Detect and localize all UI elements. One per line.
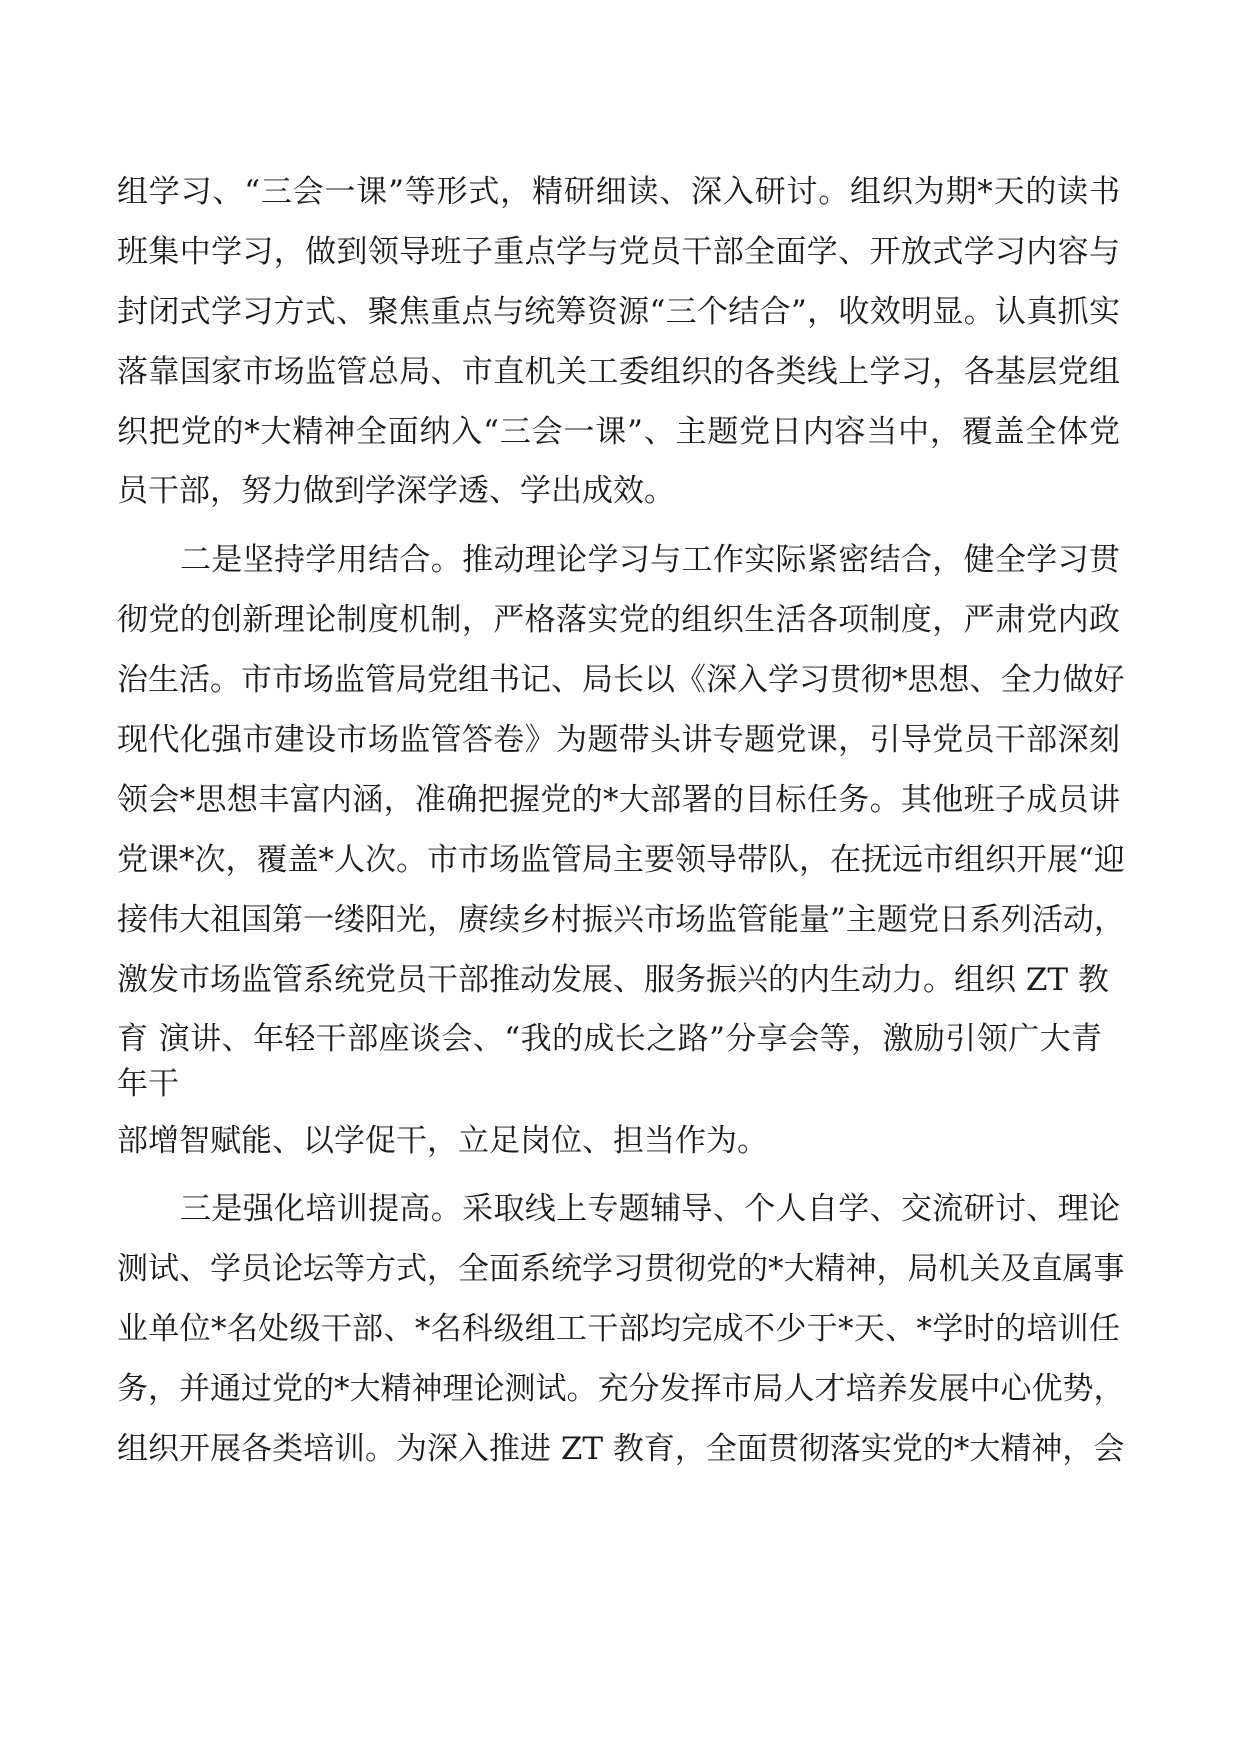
text-line: 育 演讲、年轻干部座谈会、“我的成长之路”分享会等，激励引领广大青 xyxy=(117,1021,1102,1057)
text-line: 务，并通过党的*大精神理论测试。充分发挥市局人才培养发展中心优势， xyxy=(117,1371,1125,1407)
text-line: 落靠国家市场监管总局、市直机关工委组织的各类线上学习，各基层党组 xyxy=(117,354,1120,390)
text-line: 部增智赋能、以学促干，立足岗位、担当作为。 xyxy=(117,1123,768,1159)
text-line: 领会*思想丰富内涵，准确把握党的*大部署的目标任务。其他班子成员讲 xyxy=(117,782,1120,818)
text-line: 业单位*名处级干部、*名科级组工干部均完成不少于*天、*学时的培训任 xyxy=(117,1311,1120,1347)
text-line: 封闭式学习方式、聚焦重点与统筹资源“三个结合”，收效明显。认真抓实 xyxy=(117,294,1120,330)
text-line: 组织开展各类培训。为深入推进 ZT 教育，全面贯彻落实党的*大精神，会 xyxy=(117,1431,1125,1467)
text-line: 年干 xyxy=(117,1066,179,1102)
text-line: 测试、学员论坛等方式，全面系统学习贯彻党的*大精神，局机关及直属事 xyxy=(117,1251,1125,1287)
text-line: 组学习、“三会一课”等形式，精研细读、深入研讨。组织为期*天的读书 xyxy=(117,174,1120,210)
text-line: 二是坚持学用结合。推动理论学习与工作实际紧密结合，健全学习贯 xyxy=(180,542,1120,578)
text-line: 激发市场监管系统党员干部推动发展、服务振兴的内生动力。组织 ZT 教 xyxy=(117,962,1109,998)
text-line: 治生活。市市场监管局党组书记、局长以《深入学习贯彻*思想、全力做好 xyxy=(117,662,1125,698)
text-line: 三是强化培训提高。采取线上专题辅导、个人自学、交流研讨、理论 xyxy=(180,1191,1120,1227)
text-line: 党课*次，覆盖*人次。市市场监管局主要领导带队，在抚远市组织开展“迎 xyxy=(117,842,1125,878)
text-line: 班集中学习，做到领导班子重点学与党员干部全面学、开放式学习内容与 xyxy=(117,234,1120,270)
text-line: 彻党的创新理论制度机制，严格落实党的组织生活各项制度，严肃党内政 xyxy=(117,602,1120,638)
text-line: 接伟大祖国第一缕阳光，赓续乡村振兴市场监管能量”主题党日系列活动， xyxy=(117,902,1125,938)
text-line: 现代化强市建设市场监管答卷》为题带头讲专题党课，引导党员干部深刻 xyxy=(117,722,1120,758)
text-line: 织把党的*大精神全面纳入“三会一课”、主题党日内容当中，覆盖全体党 xyxy=(117,414,1120,450)
text-line: 员干部，努力做到学深学透、学出成效。 xyxy=(117,473,675,509)
